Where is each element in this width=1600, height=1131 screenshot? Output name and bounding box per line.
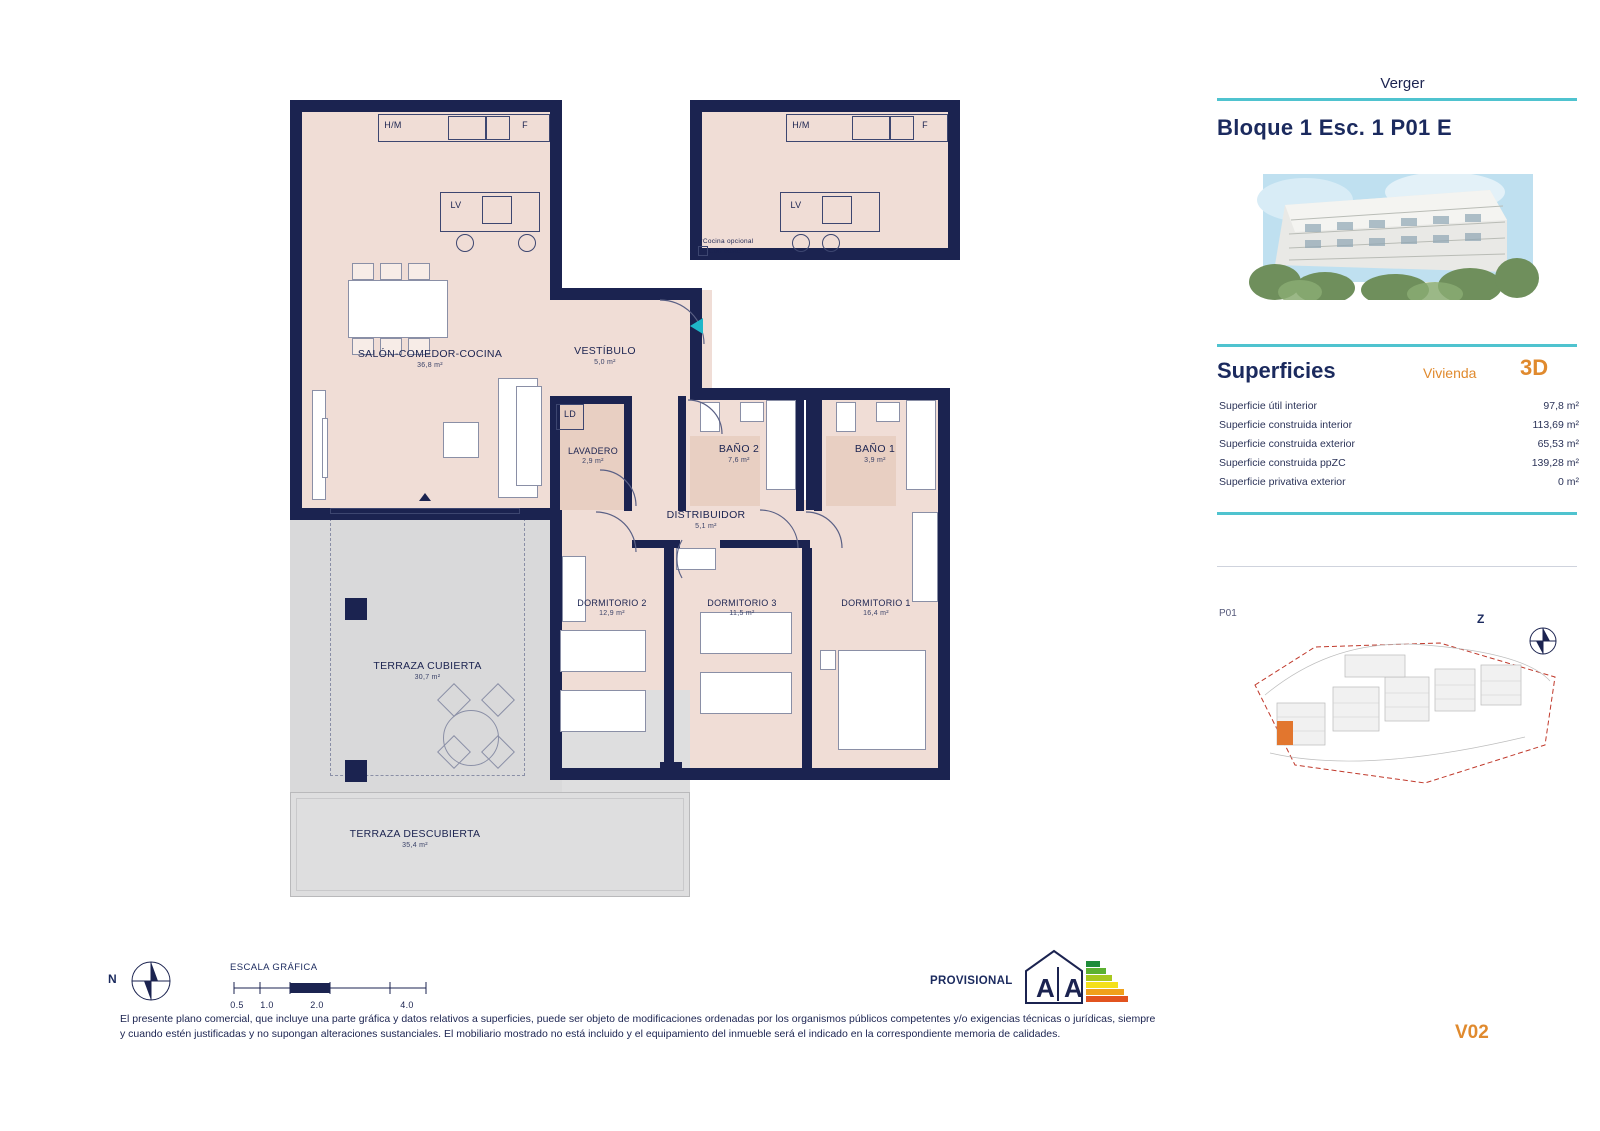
version-label: V02 <box>1455 1022 1489 1043</box>
surface-label: Superficie construida exterior <box>1219 438 1355 450</box>
divider-top <box>1217 98 1577 101</box>
kitchen-hm-label: H/M <box>384 120 402 130</box>
label-salon-name: SALÓN-COMEDOR-COCINA <box>357 348 503 360</box>
label-salon-area: 36,8 m² <box>417 362 443 369</box>
scale-tick: 2.0 <box>310 1000 324 1010</box>
surface-row <box>1219 457 1579 469</box>
unit-type-label: 3D <box>1520 355 1549 380</box>
building-photo <box>1245 160 1550 330</box>
label-dorm2 <box>552 598 672 617</box>
kitchen-f-label-opt: F <box>922 120 928 130</box>
label-dorm3 <box>682 598 802 617</box>
surface-row <box>1219 400 1579 412</box>
surface-value: 97,8 m² <box>1543 400 1579 412</box>
label-bano1-area: 3,9 m² <box>864 457 886 464</box>
label-bano2 <box>686 443 792 464</box>
surface-row <box>1219 438 1579 450</box>
surface-value: 139,28 m² <box>1531 457 1579 469</box>
label-vestibulo-area: 5,0 m² <box>594 359 616 366</box>
label-vestibulo-name: VESTÍBULO <box>574 345 636 357</box>
scale-tick: 1.0 <box>260 1000 274 1010</box>
label-terraza-descubierta-area: 35,4 m² <box>402 842 428 849</box>
label-vestibulo <box>545 345 665 366</box>
provisional-label: PROVISIONAL <box>930 975 1013 987</box>
surface-label: Superficie privativa exterior <box>1219 476 1346 488</box>
label-terraza-descubierta-name: TERRAZA DESCUBIERTA <box>349 828 481 840</box>
north-letter: N <box>108 972 117 986</box>
surface-label: Superficie construida interior <box>1219 419 1353 431</box>
label-distribuidor <box>636 509 776 530</box>
energy-rating-icon <box>1020 945 1130 1007</box>
kitchen-lv-label: LV <box>450 200 462 210</box>
label-lavadero-name: LAVADERO <box>567 446 619 456</box>
label-distribuidor-area: 5,1 m² <box>695 523 717 530</box>
keymap-floor-label: P01 <box>1219 608 1237 619</box>
label-dorm2-area: 12,9 m² <box>599 610 625 617</box>
label-salon <box>300 348 560 369</box>
scale-tick: 4.0 <box>400 1000 414 1010</box>
north-compass-icon <box>120 950 182 1012</box>
scale-title: ESCALA GRÁFICA <box>230 962 318 973</box>
surface-row <box>1219 419 1579 431</box>
label-bano1-name: BAÑO 1 <box>854 443 896 455</box>
kitchen-f-label: F <box>522 120 528 130</box>
label-dorm1 <box>814 598 938 617</box>
surface-label: Superficie útil interior <box>1219 400 1318 412</box>
label-terraza-cubierta-name: TERRAZA CUBIERTA <box>373 660 482 672</box>
label-terraza-cubierta <box>330 660 525 681</box>
site-key-map <box>1225 625 1575 790</box>
label-dorm3-name: DORMITORIO 3 <box>707 598 777 608</box>
label-terraza-cubierta-area: 30,7 m² <box>414 674 441 681</box>
label-dorm1-area: 16,4 m² <box>863 610 889 617</box>
label-distribuidor-name: DISTRIBUIDOR <box>666 509 746 521</box>
label-lavadero-area: 2,9 m² <box>582 458 604 465</box>
label-lavadero <box>540 446 646 465</box>
label-terraza-descubierta <box>300 828 530 849</box>
surface-row <box>1219 476 1579 488</box>
surfaces-title: Superficies <box>1217 358 1336 383</box>
divider-keymap <box>1217 566 1577 567</box>
surface-value: 113,69 m² <box>1532 419 1579 431</box>
kitchen-hm-label-opt: H/M <box>792 120 810 130</box>
info-panel <box>1205 0 1600 1131</box>
surface-value: 65,53 m² <box>1537 438 1579 450</box>
project-name: Verger <box>1380 75 1425 92</box>
unit-title: Bloque 1 Esc. 1 P01 E <box>1217 115 1452 140</box>
label-bano2-name: BAÑO 2 <box>718 443 760 455</box>
label-bano1 <box>822 443 928 464</box>
label-bano2-area: 7,6 m² <box>728 457 750 464</box>
optional-kitchen-note-2: Con coste. <box>709 248 744 255</box>
label-dorm1-name: DORMITORIO 1 <box>841 598 911 608</box>
keymap-north-letter: Z <box>1477 612 1485 626</box>
lavadero-ld-label: LD <box>563 409 577 419</box>
svg-text:A: A <box>1064 973 1083 1003</box>
divider-bottom <box>1217 512 1577 515</box>
scale-tick: 0.5 <box>230 1000 244 1010</box>
surface-value: 0 m² <box>1558 476 1579 488</box>
svg-text:A: A <box>1036 973 1055 1003</box>
vivienda-label: Vivienda <box>1423 365 1477 381</box>
label-dorm3-area: 11,5 m² <box>729 610 755 617</box>
kitchen-lv-label-opt: LV <box>790 200 802 210</box>
divider-mid <box>1217 344 1577 347</box>
label-dorm2-name: DORMITORIO 2 <box>577 598 647 608</box>
optional-kitchen-note-1: *Cocina opcional <box>700 238 754 245</box>
surface-label: Superficie construida ppZC <box>1219 457 1346 469</box>
legal-disclaimer: El presente plano comercial, que incluye una parte gráfica y datos relativos a superficies, puede ser objeto de modificaciones ordenadas por los organismos públicos competentes y/o exigencias técnicas o jurídicas, siempre y cuando estén justificadas y no supongan alteraciones sustanciales. El mobiliario mostrado no está incluido y el equipamiento del inmueble será el indicado en la correspondiente memoria de calidades. <box>120 1013 1156 1041</box>
